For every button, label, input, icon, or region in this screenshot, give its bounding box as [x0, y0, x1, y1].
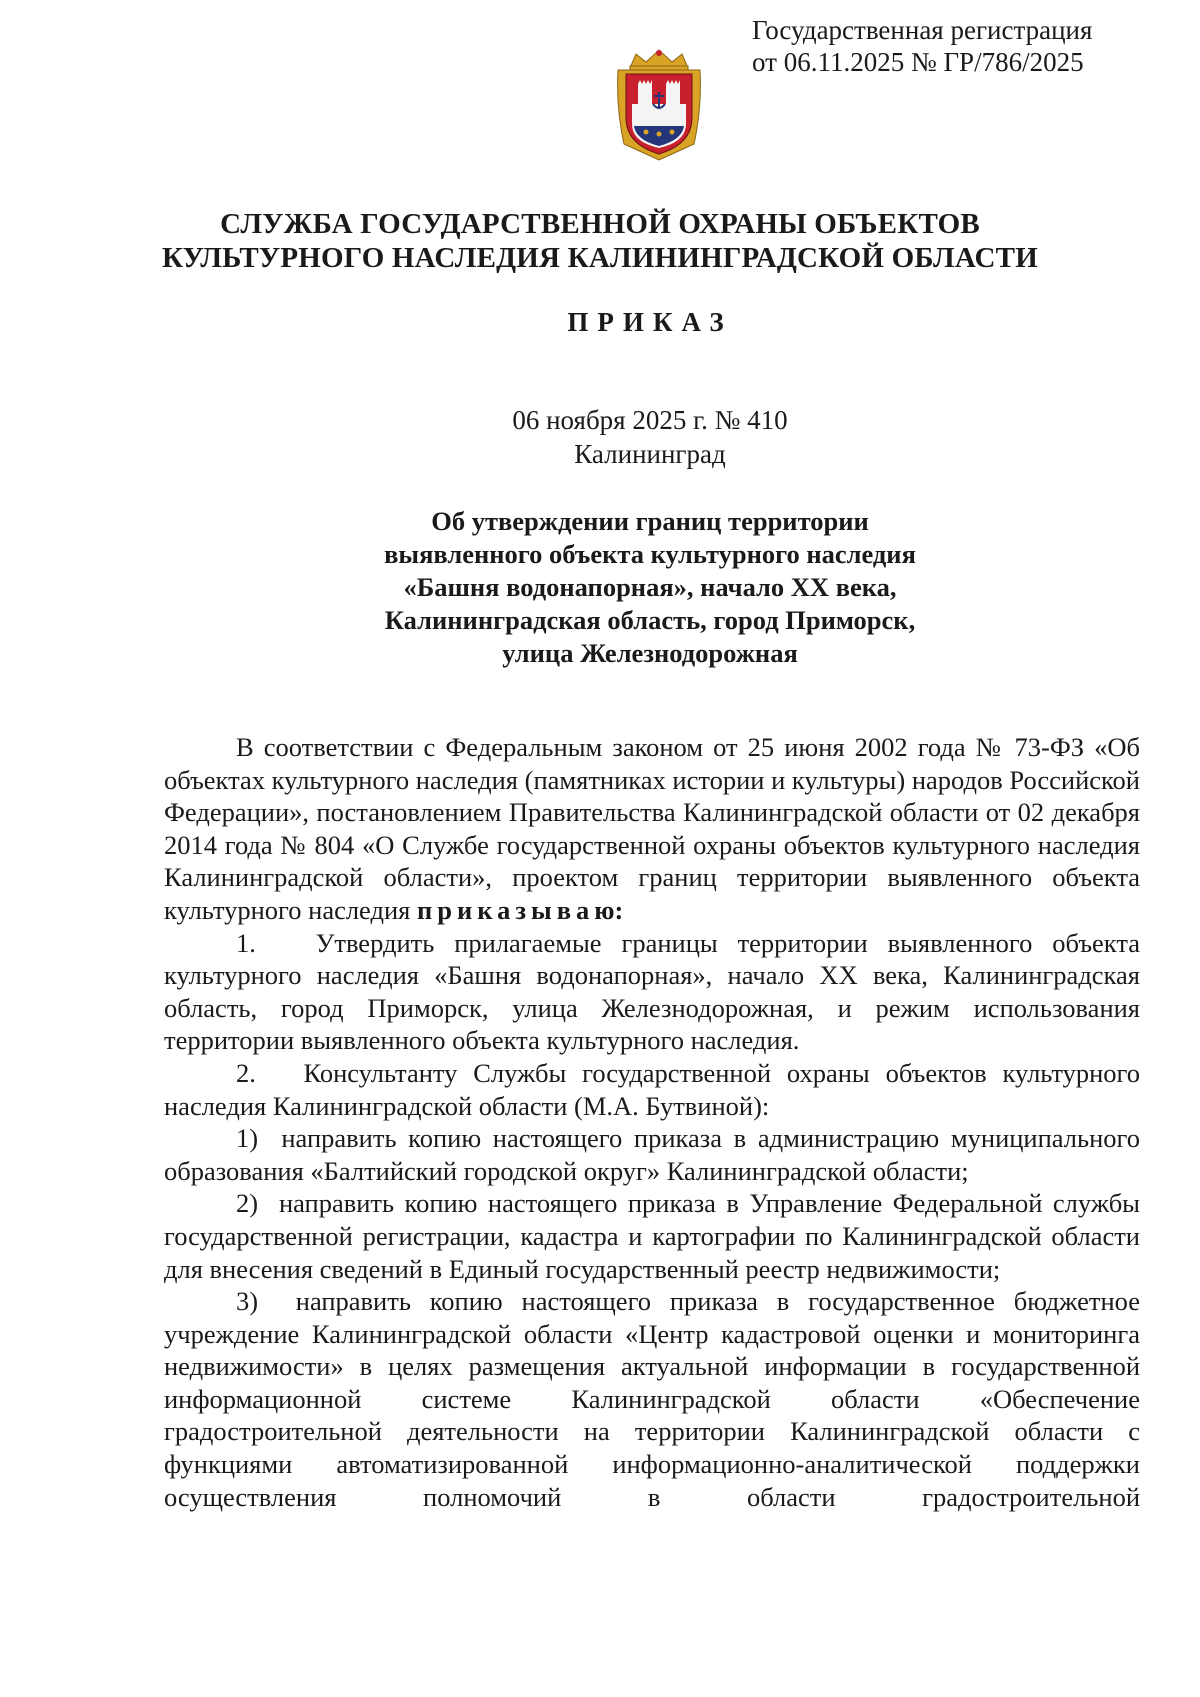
- subitem-2-paragraph: 2) направить копию настоящего приказа в Управление Федеральной службы государственной регистрации, кадастра и картографии по Калининградской области для внесения сведений в Единый государственный реестр недвижимости;: [164, 1188, 1140, 1284]
- subject-line-2: выявленного объекта культурного наследия: [384, 539, 916, 569]
- order-subject: [330, 505, 970, 670]
- order-title: ПРИКАЗ: [567, 307, 733, 337]
- order-date-block: [440, 403, 860, 471]
- registration-line-1: Государственная регистрация: [752, 15, 1093, 45]
- subject-line-1: Об утверждении границ территории: [431, 506, 869, 536]
- item-2-paragraph: 2. Консультанту Службы государственной охраны объектов культурного наследия Калининградской области (М.А. Бутвиной):: [164, 1057, 1140, 1121]
- subitem-3-paragraph: 3) направить копию настоящего приказа в государственное бюджетное учреждение Калининградской области «Центр кадастровой оценки и мониторинга недвижимости» в целях размещения актуальной информации в государственной информационной системе Калининградской области «Обеспечение градостроительной деятельности на территории Калининградской области с функциями автоматизированной информационно-аналитической поддержки осуществления полномочий в области градостроительной: [164, 1286, 1140, 1512]
- order-date-number: 06 ноября 2025 г. № 410: [512, 405, 788, 435]
- subject-line-3: «Башня водонапорная», начало XX века,: [403, 572, 897, 602]
- registration-line-2: от 06.11.2025 № ГР/786/2025: [752, 47, 1084, 77]
- preamble-paragraph: [164, 731, 1140, 927]
- subject-line-5: улица Железнодорожная: [502, 638, 798, 668]
- order-body: [164, 731, 1140, 1513]
- subitem-1-paragraph: 1) направить копию настоящего приказа в администрацию муниципального образования «Балтийский городской округ» Калининградской области;: [164, 1123, 1140, 1186]
- order-word: приказыва: [416, 894, 595, 925]
- item-1-paragraph: 1. Утвердить прилагаемые границы территории выявленного объекта культурного наследия «Башня водонапорная», начало XX века, Калининградская область, город Приморск, улица Железнодорожная, и режим использования территории выявленного объекта культурного наследия.: [164, 927, 1140, 1056]
- agency-header-line-2: КУЛЬТУРНОГО НАСЛЕДИЯ КАЛИНИНГРАДСКОЙ ОБЛАСТИ: [162, 242, 1038, 274]
- agency-header-line-1: СЛУЖБА ГОСУДАРСТВЕННОЙ ОХРАНЫ ОБЪЕКТОВ: [220, 208, 980, 240]
- order-city: Калининград: [574, 439, 726, 469]
- kaliningrad-coat-of-arms-icon: [616, 48, 702, 162]
- registration-stamp: [752, 14, 1172, 78]
- preamble-text: В соответствии с Федеральным законом от 25 июня 2002 года № 73-ФЗ «Об объектах культурного наследия (памятниках истории и культуры) народов Российской Федерации», постановлением Правительства Калининградской области от 02 декабря 2014 года № 804 «О Службе государственной охраны объектов культурного наследия Калининградской области», проектом границ территории выявленного объекта культурного наследия: [164, 732, 1140, 925]
- agency-header: [140, 207, 1060, 275]
- subject-line-4: Калининградская область, город Приморск,: [384, 605, 916, 635]
- order-word-end: ю:: [594, 894, 624, 925]
